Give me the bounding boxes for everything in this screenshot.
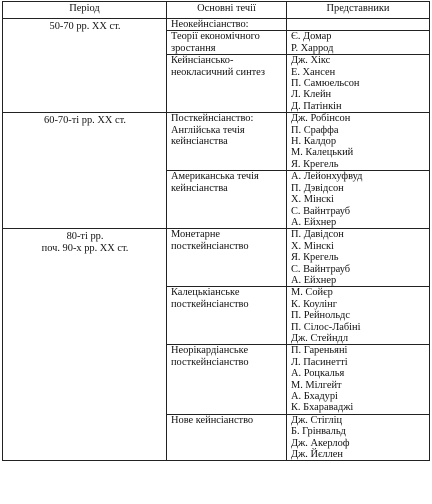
table-row [3, 19, 430, 31]
trend-cell [167, 345, 287, 414]
names-cell [287, 287, 430, 345]
table-row [3, 229, 430, 287]
trend-label: Монетарне посткейнсіанство [171, 229, 249, 252]
trend-cell [167, 229, 287, 287]
period-label: поч. 90-х рр. XX ст. [41, 242, 129, 254]
name-item: П. Сілос-Лабіні [291, 321, 361, 333]
trend-cell [167, 414, 287, 461]
trend-group-cell [167, 19, 287, 31]
name-item: А. Лейонхуфвуд [291, 171, 363, 183]
period-cell [3, 113, 167, 229]
name-item: А. Роцкалья [291, 368, 345, 380]
period-label: 50-70 рр. XX ст. [49, 21, 121, 32]
trend-label: Англійська течія кейнсіанства [171, 124, 245, 148]
name-item: Е. Хансен [291, 66, 336, 78]
period-label: 80-ті рр. [66, 231, 104, 243]
trend-cell [167, 113, 287, 171]
header-trend: Основні течії [167, 2, 287, 19]
names-cell [287, 31, 430, 55]
table-row [3, 113, 430, 171]
trend-label: Кейнсіансько-неокласичний синтез [171, 55, 266, 78]
header-row [3, 2, 430, 19]
name-item: Я. Крегель [291, 158, 339, 170]
name-item: А. Ейхнер [291, 274, 337, 286]
names-cell [287, 414, 430, 461]
names-cell [287, 113, 430, 171]
trend-label: Неорікардіанське посткейнсіанство [171, 345, 249, 368]
trend-group-label: Неокейнсіанство: [171, 19, 249, 30]
name-item: М. Мілгейт [291, 379, 342, 391]
names-cell [287, 171, 430, 229]
header-representatives: Представники [287, 2, 430, 19]
name-item: Дж. Стейндл [291, 332, 349, 344]
name-item: Н. Калдор [291, 136, 337, 148]
period-cell [3, 229, 167, 461]
trend-label: Нове кейнсіанство [171, 414, 254, 426]
name-item: А. Ейхнер [291, 216, 337, 228]
name-item: Б. Грінвальд [291, 426, 346, 438]
name-item: Дж. Стігліц [291, 414, 343, 426]
name-item: Дж. Акерлоф [291, 437, 350, 449]
name-item: М. Калецький [291, 147, 354, 159]
trend-label: Калецькіанське посткейнсіанство [171, 287, 249, 310]
name-item: Х. Мінскі [291, 194, 334, 206]
name-item: Д. Патінкін [291, 100, 342, 112]
name-item: П. Давідсон [291, 229, 344, 241]
trend-label: Американська течія кейнсіанства [171, 171, 259, 194]
schools-table [2, 1, 430, 461]
name-item: Р. Харрод [291, 42, 334, 54]
name-item: К. Коулінг [291, 298, 337, 310]
name-item: Х. Мінскі [291, 240, 334, 252]
names-cell [287, 229, 430, 287]
name-item: М. Сойєр [291, 287, 333, 299]
name-item: К. Бхараваджі [291, 402, 354, 414]
header-period: Період [3, 2, 167, 19]
name-item: А. Бхадурі [291, 391, 338, 402]
name-item: Дж. Робінсон [291, 113, 351, 125]
name-item: Л. Клейн [291, 89, 332, 101]
name-item: П. Самюельсон [291, 78, 360, 90]
trend-cell [167, 287, 287, 345]
name-item: Л. Пасинетті [291, 356, 348, 368]
period-cell [3, 19, 167, 113]
trend-group-label: Посткейнсіанство: [171, 113, 254, 125]
name-item: Дж. Хікс [291, 55, 331, 67]
name-item: Є. Домар [291, 31, 332, 43]
name-item: П. Рейнольдс [291, 310, 350, 322]
names-cell [287, 55, 430, 113]
trend-cell [167, 31, 287, 55]
trend-label: Теорії економічного зростання [171, 31, 260, 54]
trend-cell [167, 55, 287, 113]
name-item: Дж. Йєллен [291, 449, 343, 461]
name-item: П. Сраффа [291, 124, 339, 136]
names-empty-cell [287, 19, 430, 31]
name-item: С. Вайнтрауб [291, 263, 351, 275]
name-item: С. Вайнтрауб [291, 205, 351, 217]
name-item: П. Гареньяні [291, 345, 348, 357]
period-label: 60-70-ті рр. XX ст. [44, 115, 126, 127]
trend-cell [167, 171, 287, 229]
name-item: Я. Крегель [291, 252, 339, 264]
names-cell [287, 345, 430, 414]
name-item: П. Дэвідсон [291, 182, 344, 194]
